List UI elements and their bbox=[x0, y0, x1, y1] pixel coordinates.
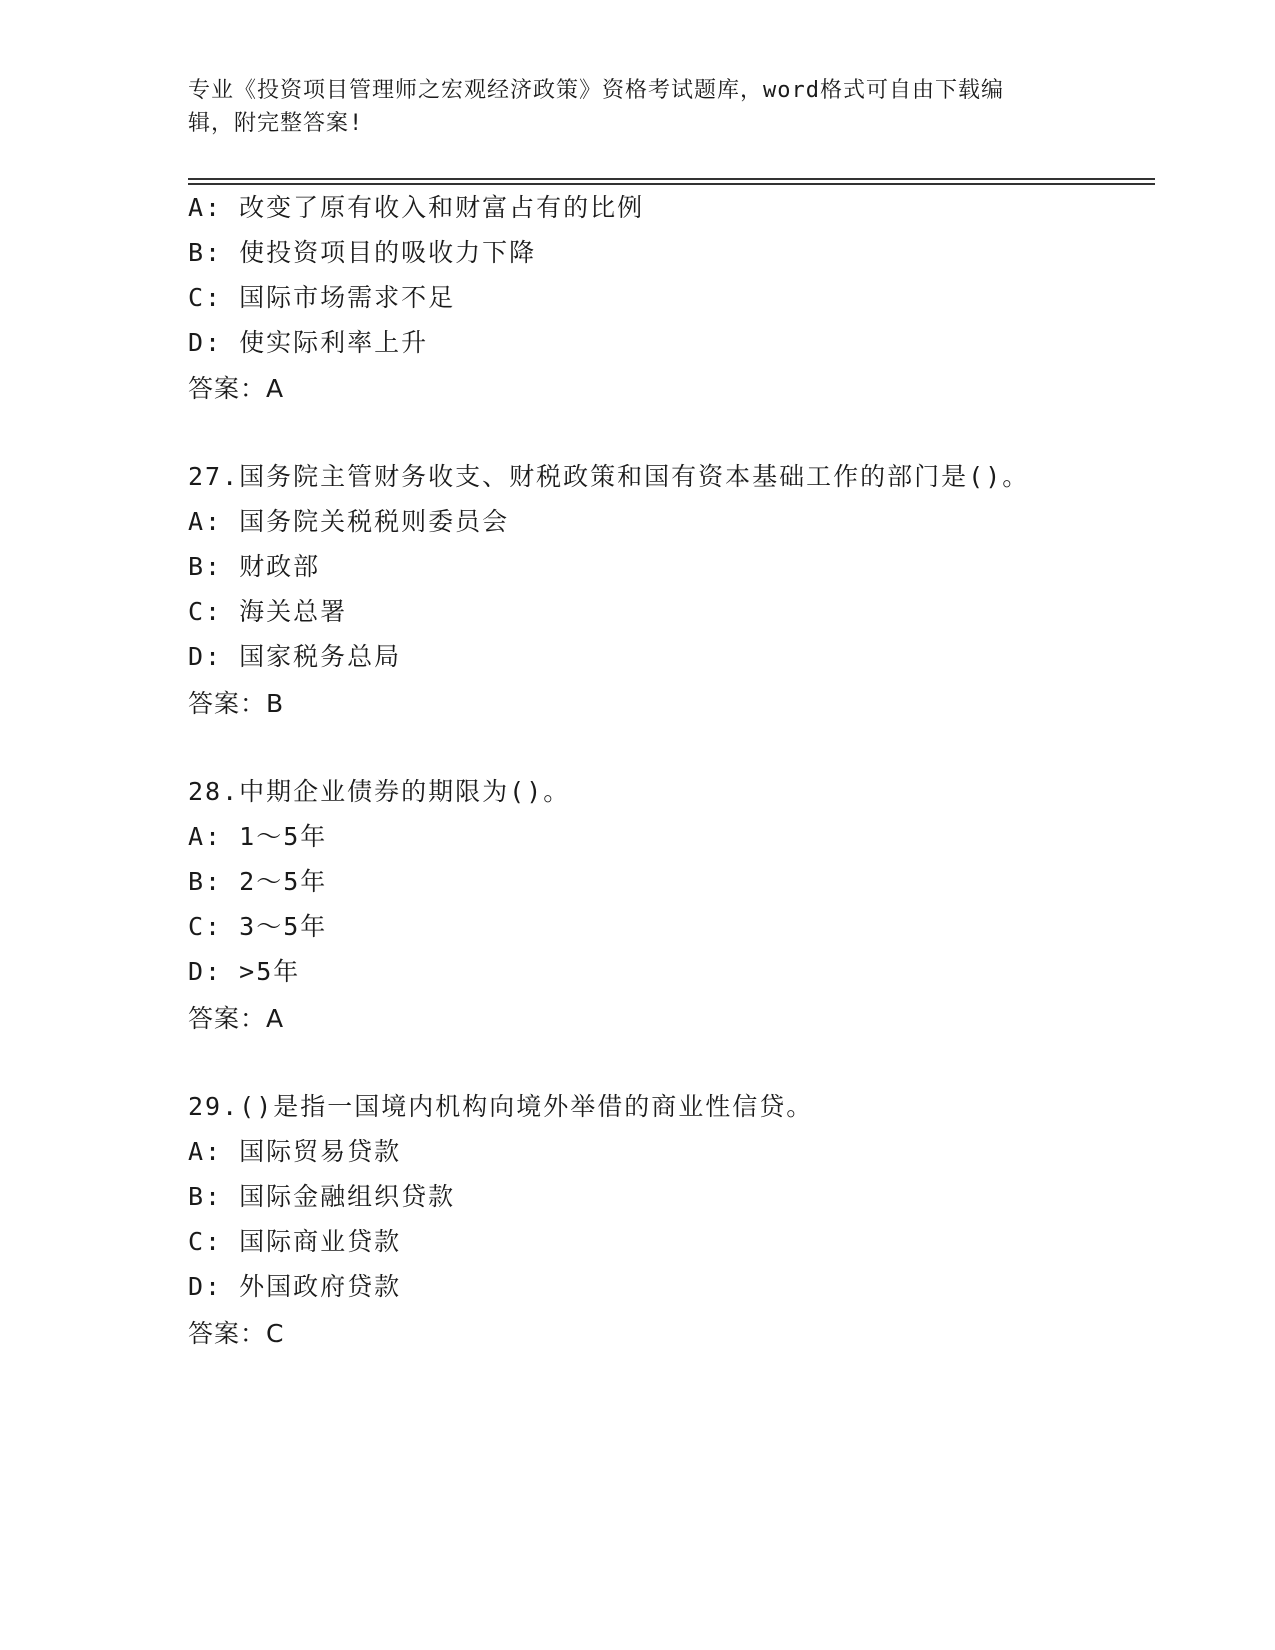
q28-option-b: B: 2～5年 bbox=[188, 867, 328, 896]
q29-option-b: B: 国际金融组织贷款 bbox=[188, 1182, 456, 1211]
q27-question: 27.国务院主管财务收支、财税政策和国有资本基础工作的部门是()。 bbox=[188, 462, 1030, 491]
q28-answer: 答案：A bbox=[188, 1004, 285, 1033]
q29-question: 29.()是指一国境内机构向境外举借的商业性信贷。 bbox=[188, 1092, 814, 1121]
q27-answer: 答案：B bbox=[188, 689, 285, 718]
q29-option-a: A: 国际贸易贷款 bbox=[188, 1137, 402, 1166]
document-header bbox=[188, 74, 1068, 140]
q29-option-c: C: 国际商业贷款 bbox=[188, 1227, 402, 1256]
q29-option-d: D: 外国政府贷款 bbox=[188, 1272, 402, 1301]
q29-answer: 答案：C bbox=[188, 1319, 285, 1348]
q28-option-a: A: 1～5年 bbox=[188, 822, 328, 851]
q28-question: 28.中期企业债券的期限为()。 bbox=[188, 777, 571, 806]
q26-option-a: A: 改变了原有收入和财富占有的比例 bbox=[188, 193, 645, 222]
q26-option-b: B: 使投资项目的吸收力下降 bbox=[188, 238, 537, 267]
header-line-2: 辑，附完整答案! bbox=[188, 111, 364, 136]
q27-option-b: B: 财政部 bbox=[188, 552, 321, 581]
q26-answer: 答案：A bbox=[188, 374, 285, 403]
header-divider-top bbox=[188, 178, 1155, 180]
q26-option-c: C: 国际市场需求不足 bbox=[188, 283, 456, 312]
q27-option-c: C: 海关总署 bbox=[188, 597, 348, 626]
q27-option-d: D: 国家税务总局 bbox=[188, 642, 402, 671]
q26-option-d: D: 使实际利率上升 bbox=[188, 328, 429, 357]
q28-option-d: D: >5年 bbox=[188, 957, 301, 986]
q27-option-a: A: 国务院关税税则委员会 bbox=[188, 507, 510, 536]
header-divider-bottom bbox=[188, 183, 1155, 185]
header-line-1: 专业《投资项目管理师之宏观经济政策》资格考试题库，word格式可自由下载编 bbox=[188, 78, 1004, 103]
q28-option-c: C: 3～5年 bbox=[188, 912, 328, 941]
